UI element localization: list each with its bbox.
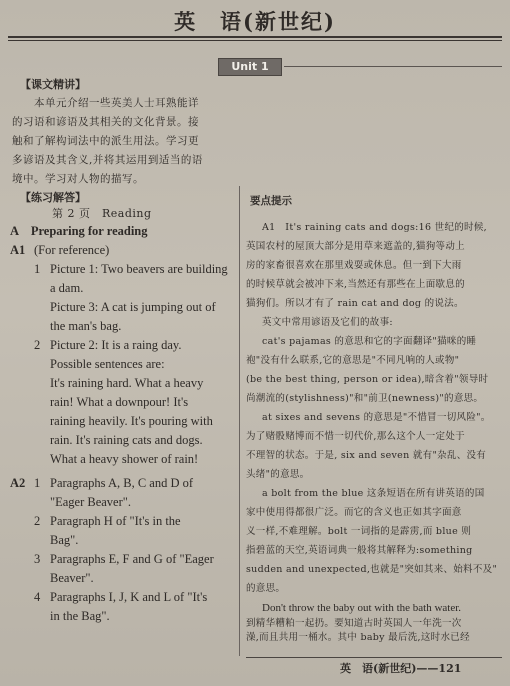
note-line: 义一样,不难理解。bolt 一词指的是霹雳,而 blue 则 — [246, 526, 472, 537]
summary-line: 触和了解构词法中的派生用法。学习更 — [12, 135, 199, 147]
note-line: 为了赌骰赌博而不惜一切代价,那么这个人一定处于 — [246, 431, 465, 442]
summary-heading: 【课文精讲】 — [20, 78, 86, 91]
note-line: 英国农村的屋顶大部分是用草来遮盖的,猫狗等动上 — [246, 241, 465, 252]
a2-item-line: Paragraphs A, B, C and D of — [50, 476, 194, 490]
a2-item-line: in the Bag". — [50, 609, 110, 623]
a1-item-line: rain! What a downpour! It's — [50, 395, 189, 409]
note-line: 头绪"的意思。 — [246, 469, 310, 480]
summary-line: 多谚语及其含义,并将其运用到适当的语 — [12, 154, 203, 166]
page-footer: 英 语(新世纪)——121 — [340, 662, 462, 675]
a2-label: A2 — [10, 476, 26, 490]
page-reference: 第 2 页 Reading — [52, 207, 152, 220]
note-line: a bolt from the blue 这条短语在所有讲英语的国 — [262, 488, 485, 499]
a2-item-line: Paragraphs I, J, K and L of "It's — [50, 590, 208, 604]
note-line: 袍"没有什么联系,它的意思是"不同凡响的人或物" — [246, 355, 460, 366]
a2-item-line: Paragraphs E, F and G of "Eager — [50, 552, 214, 566]
exercise-heading: 【练习解答】 — [20, 191, 86, 204]
a1-item-line: rain. It's raining cats and dogs. — [50, 433, 203, 447]
key-points-heading: 要点提示 — [250, 195, 292, 207]
summary-line: 境中。学习对人物的描写。 — [12, 173, 144, 185]
header-rule — [8, 36, 502, 38]
a1-item-line: Possible sentences are: — [50, 357, 165, 371]
note-line: 的意思。 — [246, 583, 286, 594]
a2-item-line: Beaver". — [50, 571, 94, 585]
a2-item-line: "Eager Beaver". — [50, 495, 131, 509]
note-line: 到精华糟粕一起扔。要知道古时英国人一年洗一次 — [246, 618, 462, 629]
a2-item-number: 3 — [34, 552, 41, 566]
note-line: cat's pajamas 的意思和它的字面翻译"猫咪的睡 — [262, 336, 477, 347]
a2-item-number: 2 — [34, 514, 41, 528]
a1-item-line: It's raining hard. What a heavy — [50, 376, 204, 390]
section-a-heading: A Preparing for reading — [10, 224, 148, 238]
a1-item-number: 2 — [34, 338, 41, 352]
note-line: 英文中常用谚语及它们的故事: — [262, 317, 393, 328]
note-line: 尚潮流的(stylishness)"和"前卫(newness)"的意思。 — [246, 393, 484, 404]
unit-rule — [284, 66, 502, 67]
a2-item-line: Paragraph H of "It's in the — [50, 514, 181, 528]
note-line: sudden and unexpected,也就是"突如其来、始料不及" — [246, 564, 498, 575]
header-rule-thin — [8, 40, 502, 41]
a1-item-number: 1 — [34, 262, 41, 276]
a2-item-line: Bag". — [50, 533, 79, 547]
summary-line: 本单元介绍一些英美人士耳熟能详 — [34, 97, 199, 109]
note-line: 猫狗们。所以才有了 rain cat and dog 的说法。 — [246, 298, 464, 309]
summary-line: 的习语和谚语及其相关的文化背景。接 — [12, 116, 199, 128]
a1-item-line: the man's bag. — [50, 319, 122, 333]
a1-item-line: Picture 2: It is a raing day. — [50, 338, 182, 352]
a1-item-line: raining heavily. It's pouring with — [50, 414, 213, 428]
footer-rule — [246, 657, 502, 658]
a1-item-line: Picture 1: Two beavers are building — [50, 262, 228, 276]
a1-item-line: Picture 3: A cat is jumping out of — [50, 300, 216, 314]
note-line: (be the best thing, person or idea),暗含着"领导时 — [246, 374, 489, 385]
note-line: 家中使用得都很广泛。而它的含义也正如其字面意 — [246, 507, 462, 518]
a2-item-number: 1 — [34, 476, 41, 490]
note-line: 不理智的状态。于是, six and seven 就有"杂乱、没有 — [246, 450, 487, 461]
a1-item-line: What a heavy shower of rain! — [50, 452, 199, 466]
note-line: 指碧蓝的天空,英语词典一般将其解释为:something — [246, 545, 473, 556]
note-line: 房的家畜很喜欢在那里戏耍或休息。但一到下大雨 — [246, 260, 462, 271]
a1-label: A1 — [10, 243, 26, 257]
note-line: A1 It's raining cats and dogs:16 世纪的时候, — [262, 222, 487, 233]
note-line: 的时候草就会被冲下来,当然还有那些在上面歇息的 — [246, 279, 465, 290]
page-header-title: 英 语(新世纪) — [174, 9, 336, 34]
a2-item-number: 4 — [34, 590, 41, 604]
a1-note: (For reference) — [34, 243, 110, 257]
column-divider — [239, 186, 240, 656]
note-line: 澡,而且共用一桶水。其中 baby 最后洗,这时水已经 — [246, 632, 470, 643]
a1-item-line: a dam. — [50, 281, 84, 295]
note-line: Don't throw the baby out with the bath water. — [262, 602, 462, 614]
note-line: at sixes and sevens 的意思是"不惜冒一切风险"。 — [262, 412, 491, 423]
unit-badge: Unit 1 — [218, 58, 282, 76]
